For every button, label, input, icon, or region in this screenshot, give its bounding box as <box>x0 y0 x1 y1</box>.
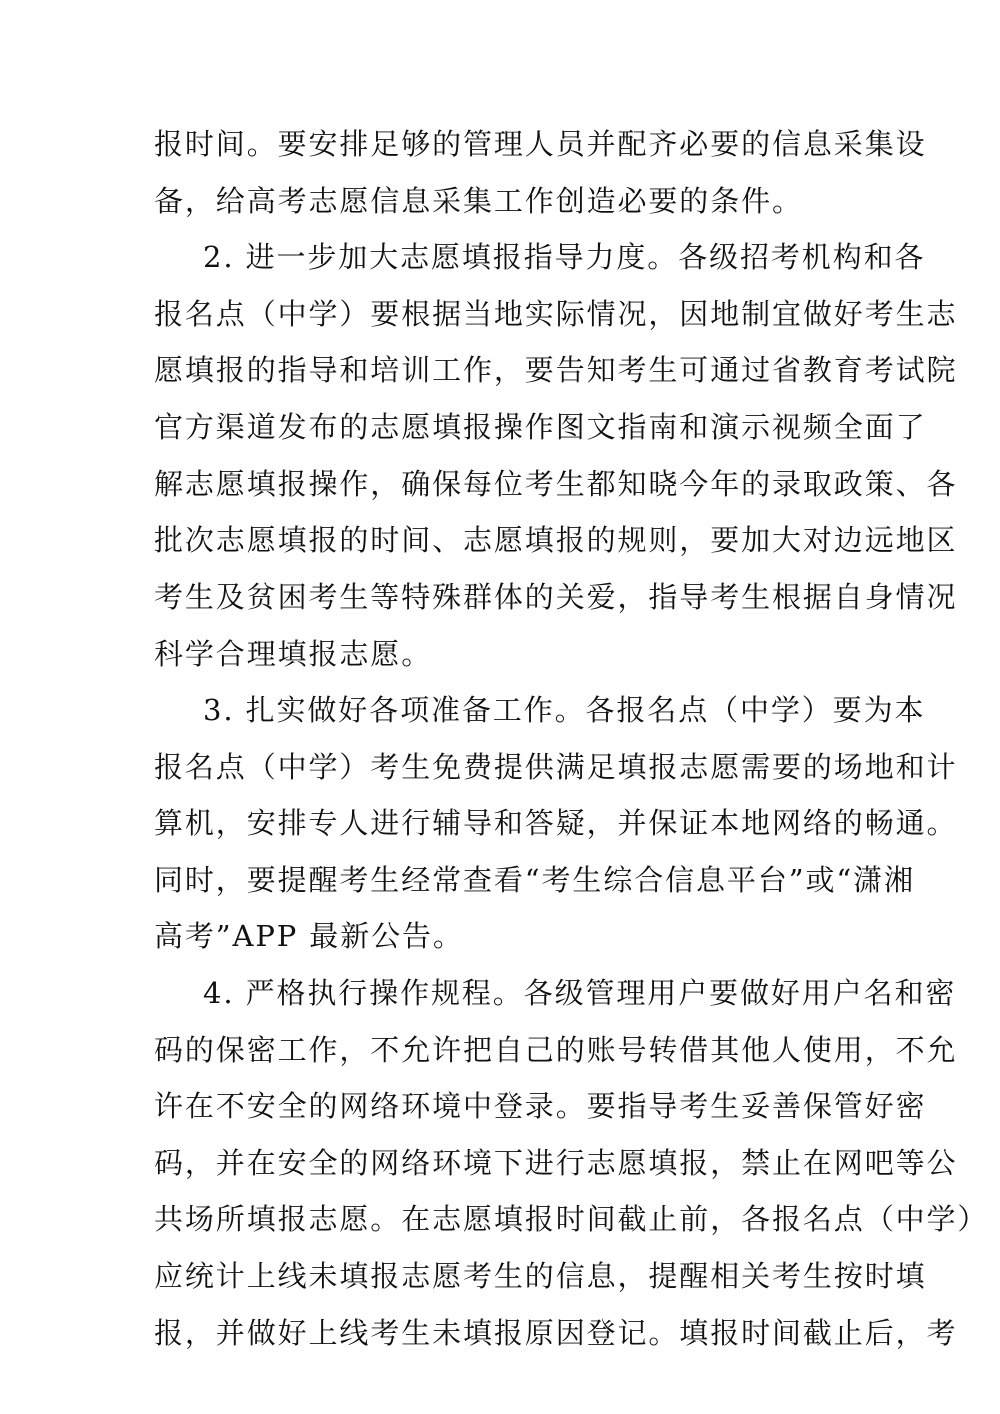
text-line: 解志愿填报操作，确保每位考生都知晓今年的录取政策、各 <box>154 467 958 501</box>
text-line: 共场所填报志愿。在志愿填报时间截止前，各报名点（中学） <box>154 1202 989 1236</box>
text-line: 报时间。要安排足够的管理人员并配齐必要的信息采集设 <box>154 127 927 161</box>
text-line: 应统计上线未填报志愿考生的信息，提醒相关考生按时填 <box>154 1259 927 1293</box>
paragraph-2-start: 2. 进一步加大志愿填报指导力度。各级招考机构和各 <box>203 240 926 274</box>
text-line: 愿填报的指导和培训工作，要告知考生可通过省教育考试院 <box>154 353 958 387</box>
text-line: 算机，安排专人进行辅导和答疑，并保证本地网络的畅通。 <box>154 806 958 840</box>
text-line: 报名点（中学）要根据当地实际情况，因地制宜做好考生志 <box>154 297 958 331</box>
text-line: 批次志愿填报的时间、志愿填报的规则，要加大对边远地区 <box>154 523 958 557</box>
text-line: 码的保密工作，不允许把自己的账号转借其他人使用，不允 <box>154 1033 958 1067</box>
text-line: 科学合理填报志愿。 <box>154 637 433 671</box>
text-line: 同时，要提醒考生经常查看“考生综合信息平台”或“潇湘 <box>154 863 915 897</box>
text-line: 高考”APP 最新公告。 <box>154 919 464 953</box>
text-line: 官方渠道发布的志愿填报操作图文指南和演示视频全面了 <box>154 410 927 444</box>
paragraph-3-start: 3. 扎实做好各项准备工作。各报名点（中学）要为本 <box>203 693 926 727</box>
text-line: 码，并在安全的网络环境下进行志愿填报，禁止在网吧等公 <box>154 1146 958 1180</box>
text-line: 许在不安全的网络环境中登录。要指导考生妥善保管好密 <box>154 1089 927 1123</box>
text-line: 备，给高考志愿信息采集工作创造必要的条件。 <box>154 184 803 218</box>
text-line: 报名点（中学）考生免费提供满足填报志愿需要的场地和计 <box>154 750 958 784</box>
text-line: 考生及贫困考生等特殊群体的关爱，指导考生根据自身情况 <box>154 580 958 614</box>
paragraph-4-start: 4. 严格执行操作规程。各级管理用户要做好用户名和密 <box>203 976 957 1010</box>
text-line: 报，并做好上线考生未填报原因登记。填报时间截止后，考 <box>154 1316 958 1350</box>
